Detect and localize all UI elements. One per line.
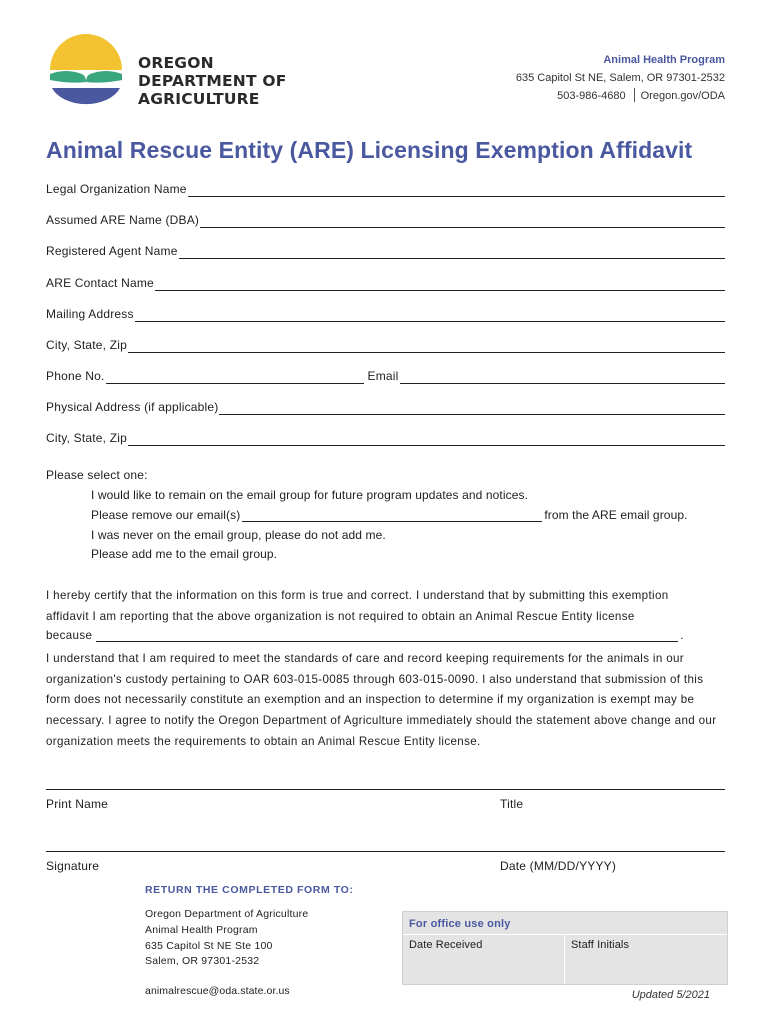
- assumed-name-field[interactable]: [46, 208, 725, 228]
- cert-line-1: I hereby certify that the information on this form is true and correct. I understand that by submitting this exemption: [46, 589, 669, 602]
- cert-line-2: affidavit I am reporting that the above organization is not required to obtain an Animal Rescue Entity license: [46, 610, 635, 623]
- return-addr-line-4: Salem, OR 97301-2532: [145, 955, 260, 968]
- agent-line[interactable]: [179, 245, 725, 259]
- print-name-label: Print Name: [46, 797, 109, 811]
- agent-label: Registered Agent Name: [46, 244, 178, 258]
- physical-field[interactable]: [46, 395, 725, 415]
- print-name-line[interactable]: [46, 789, 725, 790]
- phone-web-line: [516, 87, 725, 105]
- city-line-1[interactable]: [128, 339, 725, 353]
- return-address: [145, 907, 308, 970]
- date-label: Date (MM/DD/YYYY): [500, 859, 617, 873]
- mailing-line[interactable]: [135, 308, 725, 322]
- signature-line[interactable]: [46, 851, 725, 852]
- return-heading: RETURN THE COMPLETED FORM TO:: [145, 884, 354, 896]
- office-use-box: [402, 911, 728, 985]
- phone-label: Phone No.: [46, 369, 105, 383]
- signature-label: Signature: [46, 859, 100, 873]
- office-address: 635 Capitol St NE, Salem, OR 97301-2532: [515, 72, 725, 84]
- option-remove[interactable]: [91, 508, 688, 522]
- because-line[interactable]: [96, 628, 678, 642]
- title-label: Title: [500, 797, 524, 811]
- form-title: Animal Rescue Entity (ARE) Licensing Exemption Affidavit: [46, 137, 693, 163]
- option-remove-post: from the ARE email group.: [544, 508, 688, 522]
- date-received-label: Date Received: [409, 939, 483, 951]
- website-link[interactable]: Oregon.gov/ODA: [640, 90, 725, 102]
- program-name: Animal Health Program: [603, 54, 725, 66]
- select-heading: Please select one:: [46, 468, 148, 482]
- updated-date: Updated 5/2021: [631, 989, 710, 1001]
- oda-logo-icon: [46, 30, 126, 110]
- email-label: Email: [367, 369, 399, 383]
- contact-line[interactable]: [155, 277, 725, 291]
- option-never[interactable]: I was never on the email group, please do not add me.: [91, 528, 386, 542]
- option-remain[interactable]: I would like to remain on the email group for future program updates and notices.: [91, 488, 529, 502]
- org-line-3: AGRICULTURE: [138, 90, 260, 108]
- physical-label: Physical Address (if applicable): [46, 400, 219, 414]
- phone-line[interactable]: [106, 370, 364, 384]
- city-field-1[interactable]: [46, 333, 725, 353]
- return-email-link[interactable]: animalrescue@oda.state.or.us: [145, 985, 290, 997]
- email-line[interactable]: [400, 370, 725, 384]
- contact-label: ARE Contact Name: [46, 276, 154, 290]
- org-line-2: DEPARTMENT OF: [138, 72, 287, 90]
- contact-block: [516, 51, 725, 105]
- return-addr-line-3: 635 Capitol St NE Ste 100: [145, 939, 273, 952]
- separator: [634, 88, 635, 102]
- assumed-name-line[interactable]: [200, 214, 725, 228]
- organization-name: [138, 54, 287, 108]
- city-line-2[interactable]: [128, 432, 725, 446]
- return-addr-line-2: Animal Health Program: [145, 923, 258, 936]
- office-use-heading: For office use only: [409, 918, 511, 930]
- phone-number: 503-986-4680: [557, 90, 626, 102]
- option-remove-pre: Please remove our email(s): [91, 508, 241, 522]
- city-label-2: City, State, Zip: [46, 431, 128, 445]
- remove-email-line[interactable]: [242, 509, 542, 522]
- staff-initials-label: Staff Initials: [571, 939, 630, 951]
- legal-org-line[interactable]: [188, 183, 725, 197]
- cert-paragraph-2: I understand that I am required to meet the standards of care and record keeping requirements for the animals in our organization's custody pertaining to OAR 603-015-0085 through 603-015-0090. I also understand that submission of this form does not necessarily constitute an exemption and an inspection to determine if my organization is exempt may be necessary. I agree to notify the Oregon Department of Agriculture immediately should the statement above change and our organization meets the requirements to obtain an Animal Rescue Entity license.: [46, 652, 717, 748]
- legal-org-field[interactable]: [46, 177, 725, 197]
- agent-field[interactable]: [46, 239, 725, 259]
- physical-line[interactable]: [219, 401, 725, 415]
- phone-email-field[interactable]: [46, 364, 725, 384]
- city-field-2[interactable]: [46, 426, 725, 446]
- assumed-name-label: Assumed ARE Name (DBA): [46, 213, 200, 227]
- legal-org-label: Legal Organization Name: [46, 182, 187, 196]
- mailing-label: Mailing Address: [46, 307, 134, 321]
- office-vertical-divider: [564, 934, 565, 984]
- because-label: because: [46, 629, 93, 642]
- return-addr-line-1: Oregon Department of Agriculture: [145, 908, 309, 920]
- contact-field[interactable]: [46, 271, 725, 291]
- office-divider: [403, 934, 727, 935]
- option-add[interactable]: Please add me to the email group.: [91, 547, 278, 561]
- city-label-1: City, State, Zip: [46, 338, 128, 352]
- org-line-1: OREGON: [138, 54, 214, 72]
- mailing-field[interactable]: [46, 302, 725, 322]
- because-period: .: [680, 629, 684, 642]
- because-field[interactable]: [46, 628, 684, 642]
